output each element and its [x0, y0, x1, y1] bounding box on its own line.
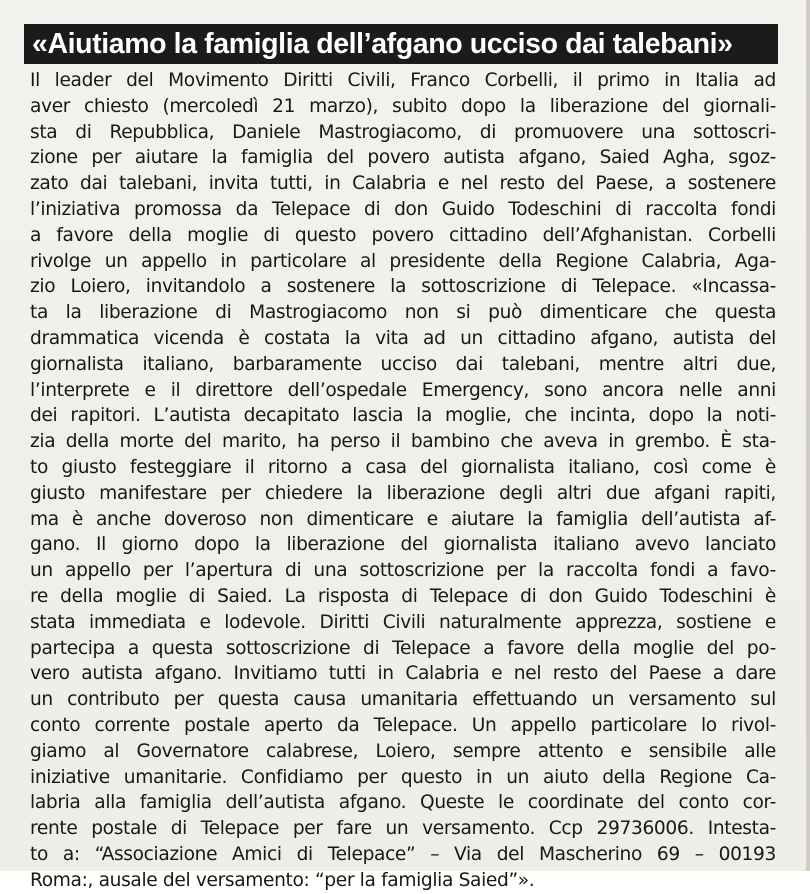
article-line: rente postale di Telepace per fare un versamento. Ccp 29736006. Intesta- [30, 818, 776, 840]
article-line: aver chiesto (mercoledì 21 marzo), subito dopo la liberazione del giornali- [30, 95, 776, 117]
article-line: re della moglie di Saied. La risposta di Telepace di don Guido Todeschini è [30, 585, 776, 607]
page-edge [806, 0, 810, 871]
article-line: ta la liberazione di Mastrogiacomo non si può dimenticare che questa [30, 302, 776, 324]
article-line: to a: “Associazione Amici di Telepace” – Via del Mascherino 69 – 00193 [30, 843, 776, 865]
article-line: iniziative umanitarie. Confidiamo per questo in un aiuto della Regione Ca- [30, 766, 776, 788]
article-line: giornalista italiano, barbaramente ucciso dai talebani, mentre altri due, [30, 353, 776, 375]
article-line: zione per aiutare la famiglia del povero autista afgano, Saied Agha, sgoz- [30, 147, 776, 169]
article-line: vero autista afgano. Invitiamo tutti in Calabria e nel resto del Paese a dare [30, 663, 776, 685]
article-line: drammatica vicenda è costata la vita ad un cittadino afgano, autista del [30, 327, 776, 349]
article-line: sta di Repubblica, Daniele Mastrogiacomo, di promuovere una sottoscri- [30, 121, 776, 143]
article-line: rivolge un appello in particolare al presidente della Regione Calabria, Aga- [30, 250, 776, 272]
article-line: labria alla famiglia dell’autista afgano. Queste le coordinate del conto cor- [30, 792, 776, 814]
article-line: zio Loiero, invitandolo a sostenere la sottoscrizione di Telepace. «Incassa- [30, 276, 776, 298]
article-line: giamo al Governatore calabrese, Loiero, sempre attento e sensibile alle [30, 740, 776, 762]
article-line: giusto manifestare per chiedere la liberazione degli altri due afgani rapiti, [30, 482, 776, 504]
article-line: conto corrente postale aperto da Telepace. Un appello particolare lo rivol- [30, 714, 776, 736]
article-line: a favore della moglie di questo povero cittadino dell’Afghanistan. Corbelli [30, 224, 776, 246]
article-headline: «Aiutiamo la famiglia dell’afgano ucciso dai talebani» [24, 24, 778, 64]
article-line: un appello per l’apertura di una sottoscrizione per la raccolta fondi a favo- [30, 560, 776, 582]
article-body [30, 68, 776, 894]
article-line: stata immediata e lodevole. Diritti Civili naturalmente apprezza, sostiene e [30, 611, 776, 633]
article-line: ma è anche doveroso non dimenticare e aiutare la famiglia dell’autista af- [30, 508, 776, 530]
article-line: zia della morte del marito, ha perso il bambino che aveva in grembo. È sta- [30, 431, 776, 453]
article-line: partecipa a questa sottoscrizione di Telepace a favore della moglie del po- [30, 637, 776, 659]
article-line: un contributo per questa causa umanitaria effettuando un versamento sul [30, 689, 776, 711]
article-line: zato dai talebani, invita tutti, in Calabria e nel resto del Paese, a sostenere [30, 173, 776, 195]
article-line: l’interprete e il direttore dell’ospedale Emergency, sono ancora nelle anni [30, 379, 776, 401]
article-line: l’iniziativa promossa da Telepace di don Guido Todeschini di raccolta fondi [30, 198, 776, 220]
article-line: dei rapitori. L’autista decapitato lascia la moglie, che incinta, dopo la noti- [30, 405, 776, 427]
article-line: Roma:, ausale del versamento: “per la famiglia Saied”». [30, 869, 535, 891]
article-line: gano. Il giorno dopo la liberazione del giornalista italiano avevo lanciato [30, 534, 776, 556]
article-line: Il leader del Movimento Diritti Civili, Franco Corbelli, il primo in Italia ad [30, 70, 776, 91]
article-line: to giusto festeggiare il ritorno a casa del giornalista italiano, così come è [30, 456, 776, 478]
